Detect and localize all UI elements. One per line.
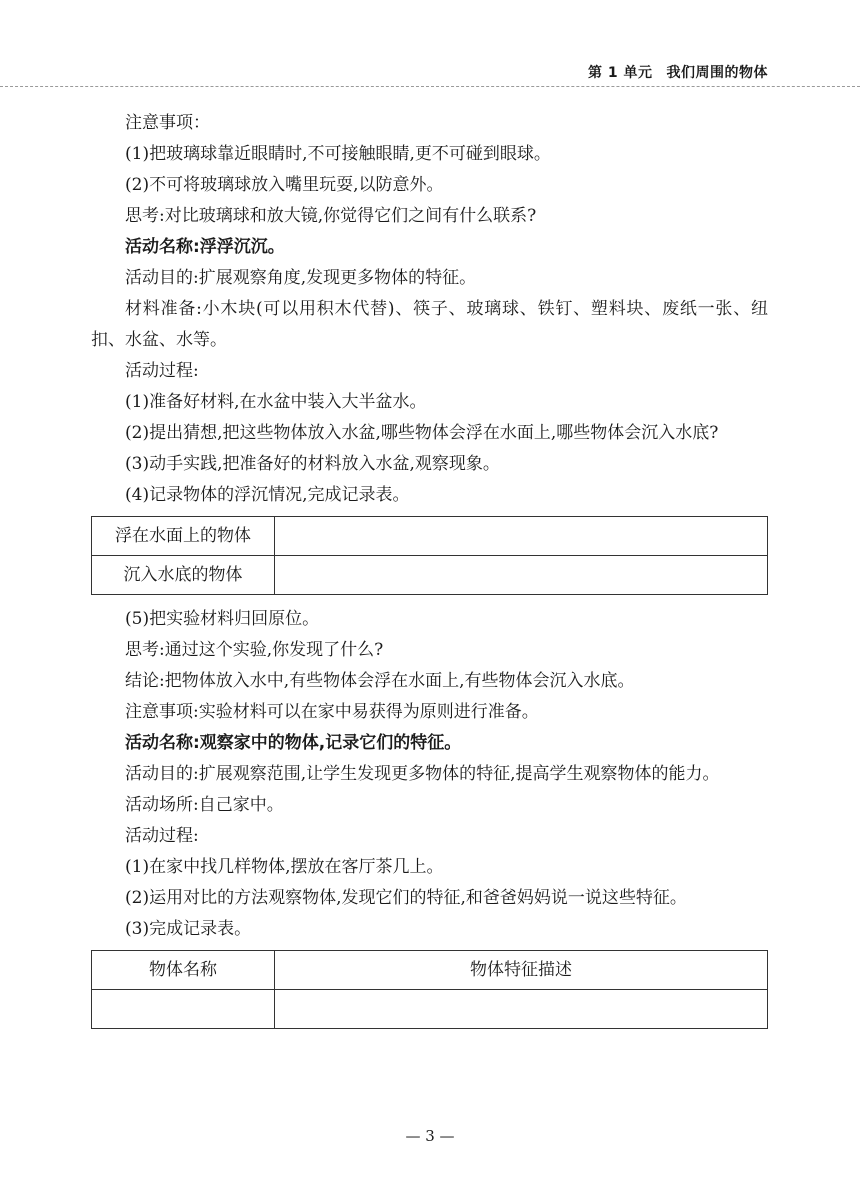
paragraph: 注意事项：	[125, 113, 210, 133]
table-row	[92, 517, 768, 556]
running-header	[588, 62, 768, 82]
activity-title: 活动名称:浮浮沉沉。	[125, 237, 285, 257]
column-header-feature-description: 物体特征描述	[275, 951, 768, 990]
float-sink-table	[91, 516, 768, 595]
header-unit: 第 1 单元	[588, 65, 653, 81]
table-answer-cell[interactable]	[275, 990, 768, 1029]
paragraph: 活动场所:自己家中。	[125, 795, 284, 815]
paragraph: 思考:通过这个实验,你发现了什么?	[125, 640, 384, 660]
paragraph: 活动过程:	[125, 826, 199, 846]
table-label-floating: 浮在水面上的物体	[92, 517, 275, 556]
paragraph: 思考:对比玻璃球和放大镜,你觉得它们之间有什么联系?	[125, 206, 537, 226]
object-feature-table	[91, 950, 768, 1029]
paragraph: 注意事项:实验材料可以在家中易获得为原则进行准备。	[125, 702, 539, 722]
paragraph: (2)运用对比的方法观察物体,发现它们的特征,和爸爸妈妈说一说这些特征。	[125, 888, 687, 908]
paragraph: 活动过程:	[125, 361, 199, 381]
table-label-sinking: 沉入水底的物体	[92, 556, 275, 595]
paragraph: (3)动手实践,把准备好的材料放入水盆,观察现象。	[125, 454, 500, 474]
paragraph: (4)记录物体的浮沉情况,完成记录表。	[125, 485, 410, 505]
paragraph: (2)不可将玻璃球放入嘴里玩耍,以防意外。	[125, 175, 444, 195]
paragraph: (5)把实验材料归回原位。	[125, 609, 320, 629]
page-number: — 3 —	[405, 1127, 455, 1145]
paragraph: (2)提出猜想,把这些物体放入水盆,哪些物体会浮在水面上,哪些物体会沉入水底?	[125, 423, 719, 443]
paragraph: 活动目的:扩展观察范围,让学生发现更多物体的特征,提高学生观察物体的能力。	[125, 764, 720, 784]
page-body	[91, 108, 768, 1038]
paragraph: 材料准备:小木块(可以用积木代替)、筷子、玻璃球、铁钉、塑料块、废纸一张、纽扣、水盆、水等。	[91, 299, 768, 350]
paragraph: 结论:把物体放入水中,有些物体会浮在水面上,有些物体会沉入水底。	[125, 671, 635, 691]
activity-title: 活动名称:观察家中的物体,记录它们的特征。	[125, 733, 462, 753]
table-answer-cell[interactable]	[275, 517, 768, 556]
paragraph: (1)在家中找几样物体,摆放在客厅茶几上。	[125, 857, 444, 877]
table-row	[92, 990, 768, 1029]
paragraph: (1)准备好材料,在水盆中装入大半盆水。	[125, 392, 427, 412]
column-header-object-name: 物体名称	[92, 951, 275, 990]
table-answer-cell[interactable]	[92, 990, 275, 1029]
table-header-row	[92, 951, 768, 990]
paragraph: 活动目的:扩展观察角度,发现更多物体的特征。	[125, 268, 477, 288]
paragraph: (3)完成记录表。	[125, 919, 252, 939]
header-title: 我们周围的物体	[666, 65, 768, 81]
paragraph: (1)把玻璃球靠近眼睛时,不可接触眼睛,更不可碰到眼球。	[125, 144, 551, 164]
header-rule	[0, 86, 860, 87]
table-answer-cell[interactable]	[275, 556, 768, 595]
table-row	[92, 556, 768, 595]
